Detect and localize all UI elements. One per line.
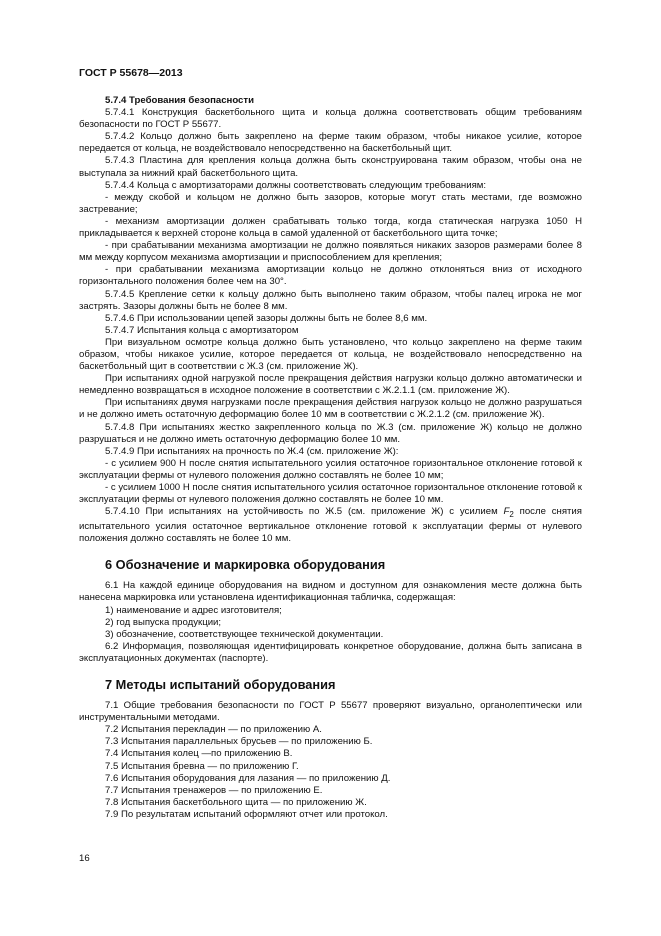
paragraph: 7.2 Испытания перекладин — по приложению А.: [105, 724, 322, 736]
paragraph: При визуальном осмотре кольца должно быть установлено, что кольцо закреплено на ферме таким образом, чтобы никакое усилие, которое передается от кольца, не воздействовало непосредственно на баскетбольный щит в соответствии с Ж.3 (см. приложение Ж).: [79, 336, 582, 373]
paragraph: При испытаниях одной нагрузкой после прекращения действия нагрузки кольцо должно автоматически и немедленно возвращаться в исходное положение в соответствии с Ж.2.1.1 (см. приложение Ж).: [79, 373, 582, 397]
paragraph: 5.7.4.2 Кольцо должно быть закреплено на ферме таким образом, чтобы никакое усилие, которое передается от кольца, не воздействовало непосредственно на баскетбольный щит.: [79, 131, 582, 155]
paragraphs-section-6: [79, 580, 582, 665]
paragraph: 1) наименование и адрес изготовителя;: [105, 604, 282, 616]
paragraphs-5-7-4: [79, 107, 582, 506]
paragraph: - с усилием 900 Н после снятия испытательного усилия остаточное горизонтальное отклонение готовой к эксплуатации фермы от нулевого положения должно составлять не более 10 мм;: [79, 457, 582, 481]
paragraphs-section-7: [79, 700, 582, 821]
paragraph: 5.7.4.4 Кольца с амортизаторами должны соответствовать следующим требованиям:: [105, 179, 487, 191]
page-body: [79, 95, 582, 821]
paragraph: 5.7.4.9 При испытаниях на прочность по Ж.4 (см. приложение Ж):: [105, 445, 399, 457]
paragraph: 5.7.4.8 При испытаниях жестко закрепленного кольца по Ж.3 (см. приложение Ж) кольцо не должно разрушаться и не должно иметь остаточную деформацию более 10 мм.: [79, 421, 582, 445]
paragraph: - между скобой и кольцом не должно быть зазоров, которые могут стать местами, где возможно застревание;: [79, 191, 582, 215]
paragraph: - с усилием 1000 Н после снятия испытательного усилия остаточное горизонтальное отклонение готовой к эксплуатации фермы от нулевого положения должно составлять не более 10 мм.: [79, 482, 582, 506]
paragraph: 2) год выпуска продукции;: [105, 616, 222, 628]
paragraph: 7.5 Испытания бревна — по приложению Г.: [105, 760, 299, 772]
paragraph: 7.3 Испытания параллельных брусьев — по приложению Б.: [105, 736, 373, 748]
section-7-title: 7 Методы испытаний оборудования: [105, 677, 336, 693]
paragraph: 7.7 Испытания тренажеров — по приложению Е.: [105, 784, 323, 796]
subsection-title: 5.7.4 Требования безопасности: [105, 95, 254, 106]
section-6-title: 6 Обозначение и маркировка оборудования: [105, 557, 386, 573]
paragraph: - при срабатывании механизма амортизации кольцо не должно отклоняться вниз от исходного горизонтального положения более чем на 30°.: [79, 264, 582, 288]
paragraph: 5.7.4.6 При использовании цепей зазоры должны быть не более 8,6 мм.: [105, 312, 428, 324]
paragraph: 7.4 Испытания колец —по приложению В.: [105, 748, 293, 760]
paragraph: 6.2 Информация, позволяющая идентифицировать конкретное оборудование, должна быть записана в эксплуатационных документах (паспорте).: [79, 640, 582, 664]
paragraph-5-7-4-10: 5.7.4.10 При испытаниях на устойчивость по Ж.5 (см. приложение Ж) с усилием $F_2$ после снятия испытательного усилия остаточное вертикальное отклонение готовой к эксплуатации фермы от нулевого положения должно составлять не более 10 мм.: [79, 506, 582, 545]
paragraph: 6.1 На каждой единице оборудования на видном и доступном для ознакомления месте должна быть нанесена маркировка или установлена идентификационная табличка, содержащая:: [79, 580, 582, 604]
paragraph: 7.9 По результатам испытаний оформляют отчет или протокол.: [105, 808, 388, 820]
page-number: 16: [79, 853, 90, 864]
paragraph: 5.7.4.7 Испытания кольца с амортизатором: [105, 324, 299, 336]
running-header: ГОСТ Р 55678—2013: [79, 67, 183, 79]
paragraph: 7.8 Испытания баскетбольного щита — по приложению Ж.: [105, 796, 367, 808]
paragraph: 7.6 Испытания оборудования для лазания — по приложению Д.: [105, 772, 391, 784]
paragraph: - при срабатывании механизма амортизации не должно появляться никаких зазоров размерами более 8 мм между корпусом механизма амортизации и приспособлением для крепления;: [79, 240, 582, 264]
paragraph: 3) обозначение, соответствующее технической документации.: [105, 628, 384, 640]
paragraph: При испытаниях двумя нагрузками после прекращения действия нагрузок кольцо не должно разрушаться и не должно иметь остаточную деформацию более 10 мм в соответствии с Ж.2.1.2 (см. приложение Ж).: [79, 397, 582, 421]
paragraph: 5.7.4.5 Крепление сетки к кольцу должно быть выполнено таким образом, чтобы палец игрока не мог застрять. Зазоры должны быть не более 8 мм.: [79, 288, 582, 312]
paragraph: - механизм амортизации должен срабатывать только тогда, когда статическая нагрузка 1050 Н прикладывается к верхней стороне кольца в самой удаленной от баскетбольного щита точке;: [79, 215, 582, 240]
paragraph: 5.7.4.3 Пластина для крепления кольца должна быть сконструирована таким образом, чтобы она не выступала за нижний край баскетбольного щита.: [79, 155, 582, 179]
paragraph: 7.1 Общие требования безопасности по ГОСТ Р 55677 проверяют визуально, органолептически или инструментальными методами.: [79, 700, 582, 724]
paragraph: 5.7.4.1 Конструкция баскетбольного щита и кольца должна соответствовать общим требованиям безопасности по ГОСТ Р 55677.: [79, 107, 582, 131]
